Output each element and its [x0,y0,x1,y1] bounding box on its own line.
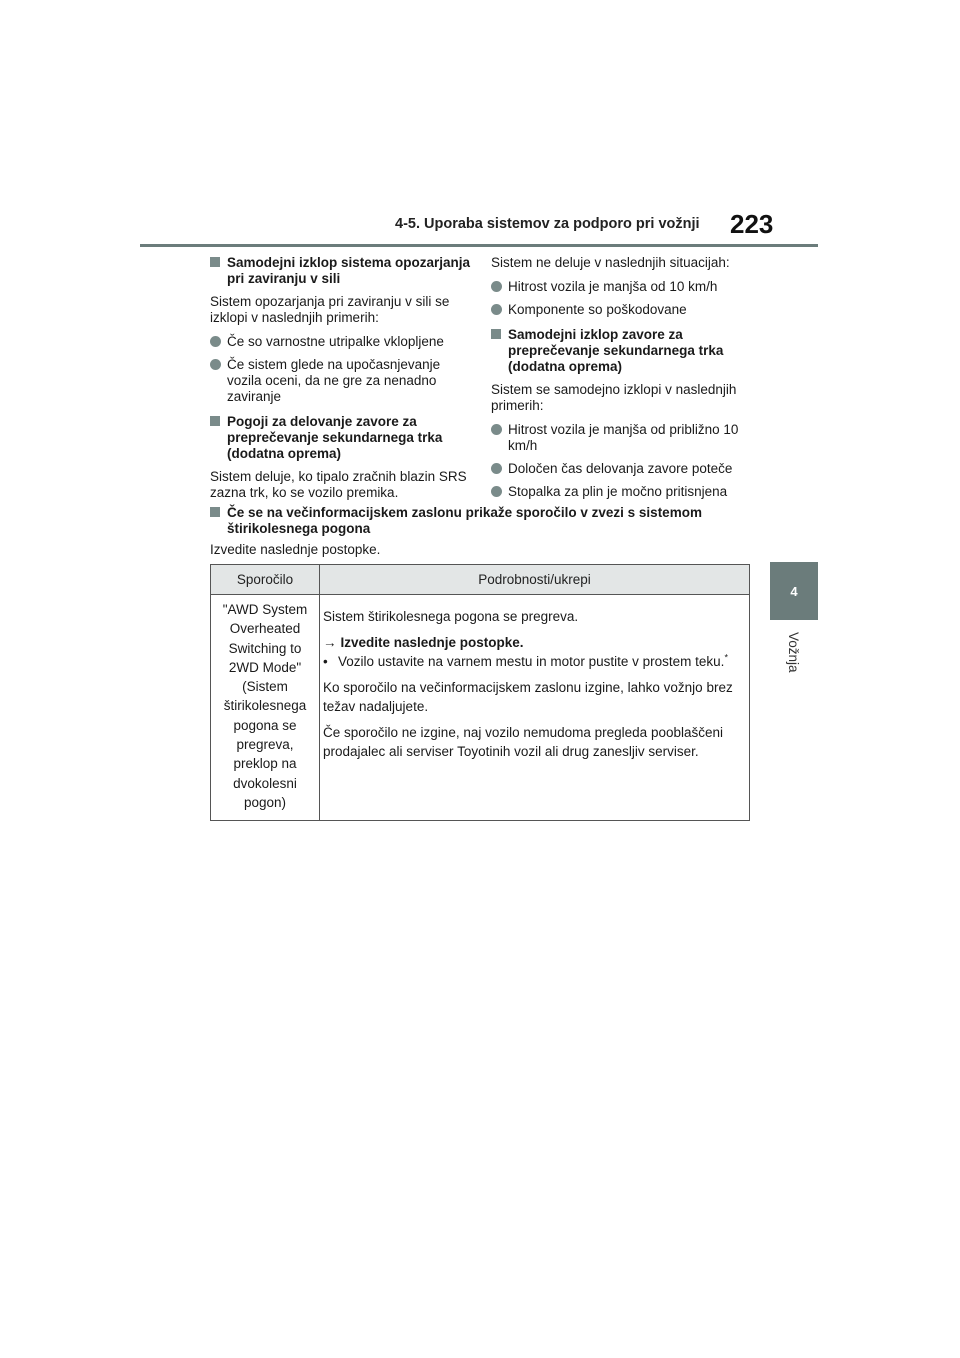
action-line [323,633,745,653]
circle-bullet-icon [491,304,502,315]
list-item [491,302,759,318]
sub-list-item [323,652,745,672]
circle-bullet-icon [491,281,502,292]
list-item [491,422,759,454]
square-bullet-icon [491,329,501,339]
dot-bullet-icon: • [323,654,328,669]
table-header-row [211,565,750,595]
list-item [210,357,478,405]
circle-bullet-icon [491,463,502,474]
square-bullet-icon [210,257,220,267]
heading-text: Če se na večinformacijskem zaslonu prikaže sporočilo v zvezi s sistemom štirikolesnega pogona [227,505,702,536]
chapter-tab: 4 [770,562,818,620]
table-row [211,595,750,821]
circle-bullet-icon [210,359,221,370]
list-item-text: Komponente so poškodovane [508,302,687,317]
heading-text: Samodejni izklop sistema opozarjanja pri zaviranju v sili [227,255,471,286]
detail-text: Ko sporočilo na večinformacijskem zaslonu izgine, lahko vožnjo brez težav nadaljujete. [323,679,733,714]
section-heading [210,414,478,462]
circle-bullet-icon [210,336,221,347]
list-item-text: Hitrost vozila je manjša od 10 km/h [508,279,718,294]
list-item [491,279,759,295]
sub-list-item-text: Vozilo ustavite na varnem mestu in motor pustite v prostem teku. [338,654,725,669]
detail-text: Če sporočilo ne izgine, naj vozilo nemudoma pregleda pooblaščeni prodajalec ali serviser Toyotinih vozil ali drug zanesljiv serviser. [323,724,723,759]
list-item-text: Stopalka za plin je močno pritisnjena [508,484,728,499]
square-bullet-icon [210,507,220,517]
page-number: 223 [730,209,774,239]
detail-text: Sistem štirikolesnega pogona se pregreva. [323,609,579,624]
list-item-text: Če so varnostne utripalke vklopljene [227,334,444,349]
message-cell: "AWD System Overheated Switching to 2WD Mode" (Sistem štirikolesnega pogona se pregreva, preklop na dvokolesni pogon) [211,595,320,821]
square-bullet-icon [210,416,220,426]
details-cell [320,595,750,821]
list-item-text: Določen čas delovanja zavore poteče [508,461,733,476]
chapter-label: Vožnja [786,632,801,673]
left-column [210,255,478,509]
list-item [491,484,759,500]
section-heading [491,327,759,375]
paragraph: Sistem se samodejno izklopi v naslednjih primerih: [491,382,737,413]
circle-bullet-icon [491,486,502,497]
paragraph: Sistem deluje, ko tipalo zračnih blazin SRS zazna trk, ko se vozilo premika. [210,469,467,500]
paragraph: Izvedite naslednje postopke. [210,542,381,557]
paragraph: Sistem ne deluje v naslednjih situacijah: [491,255,730,270]
action-text: Izvedite naslednje postopke. [340,634,524,650]
table-header-message: Sporočilo [211,565,320,595]
heading-text: Pogoji za delovanje zavore za preprečevanje sekundarnega trka (dodatna oprema) [227,414,443,461]
section-heading [210,505,767,537]
list-item [210,334,478,350]
table-header-details: Podrobnosti/ukrepi [320,565,750,595]
list-item-text: Hitrost vozila je manjša od približno 10 km/h [508,422,739,453]
message-table [210,564,750,821]
footnote-marker: * [724,652,728,663]
list-item-text: Če sistem glede na upočasnjevanje vozila oceni, da ne gre za nenadno zaviranje [227,357,441,404]
right-column [491,255,759,507]
arrow-right-icon: → [323,634,337,650]
paragraph: Sistem opozarjanja pri zaviranju v sili se izklopi v naslednjih primerih: [210,294,450,325]
list-item [491,461,759,477]
section-heading [210,255,478,287]
section-title: 4-5. Uporaba sistemov za podporo pri vožnji [395,216,700,232]
heading-text: Samodejni izklop zavore za preprečevanje sekundarnega trka (dodatna oprema) [508,327,724,374]
header-divider [140,244,818,247]
circle-bullet-icon [491,424,502,435]
